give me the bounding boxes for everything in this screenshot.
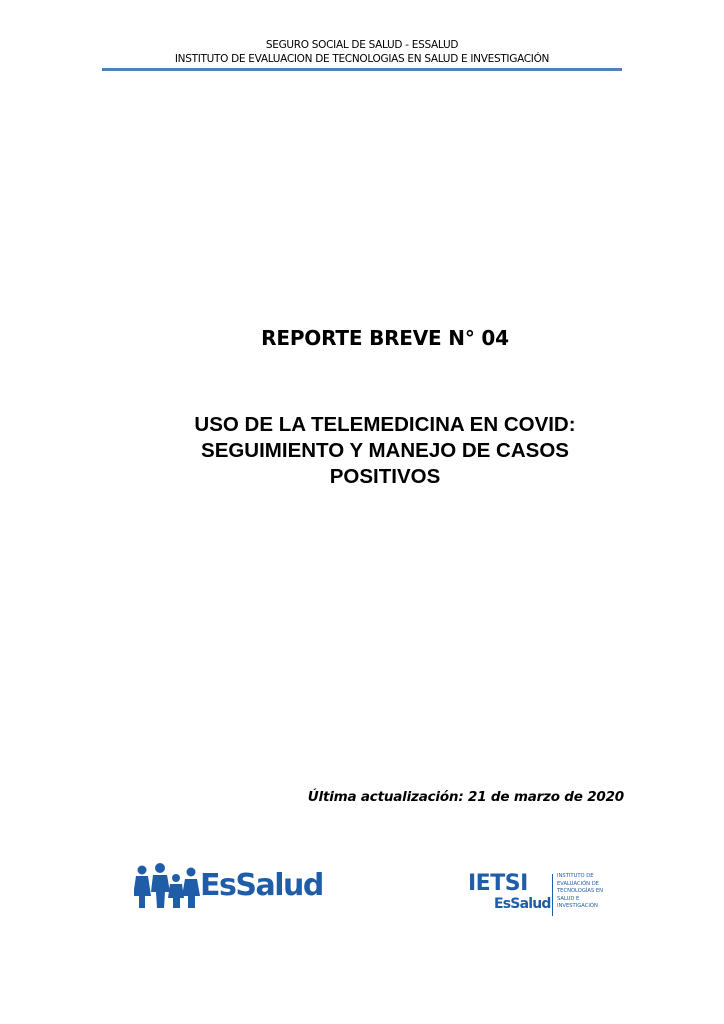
ietsi-caption-line: SALUD E bbox=[557, 895, 580, 902]
ietsi-logo bbox=[468, 872, 618, 922]
header-institute: INSTITUTO DE EVALUACION DE TECNOLOGIAS EN SALUD E INVESTIGACIÓN bbox=[174, 53, 550, 65]
ietsi-caption-line: INSTITUTO DE bbox=[557, 873, 594, 879]
ietsi-caption bbox=[557, 873, 603, 911]
essalud-wordmark: EsSalud bbox=[200, 868, 323, 903]
header-rule bbox=[102, 68, 622, 71]
report-title: REPORTE BREVE N° 04 bbox=[261, 326, 509, 350]
last-update-date: Última actualización: 21 de marzo de 2020 bbox=[307, 789, 624, 805]
essalud-logo bbox=[134, 860, 334, 912]
header-organization: SEGURO SOCIAL DE SALUD - ESSALUD bbox=[265, 39, 459, 51]
family-figures-icon bbox=[134, 862, 200, 912]
title-line-2: SEGUIMIENTO Y MANEJO DE CASOS bbox=[201, 439, 569, 462]
ietsi-essalud-wordmark: EsSalud bbox=[494, 896, 551, 912]
page-header bbox=[102, 38, 622, 66]
ietsi-caption-line: INVESTIGACIÓN bbox=[557, 903, 598, 910]
ietsi-caption-line: EVALUACIÓN DE bbox=[557, 880, 599, 887]
ietsi-divider bbox=[552, 874, 553, 916]
document-title bbox=[150, 412, 620, 490]
title-line-3: POSITIVOS bbox=[329, 465, 441, 488]
title-line-1: USO DE LA TELEMEDICINA EN COVID: bbox=[194, 413, 576, 436]
ietsi-acronym: IETSI bbox=[468, 871, 528, 896]
ietsi-caption-line: TECNOLOGÍAS EN bbox=[557, 888, 604, 895]
